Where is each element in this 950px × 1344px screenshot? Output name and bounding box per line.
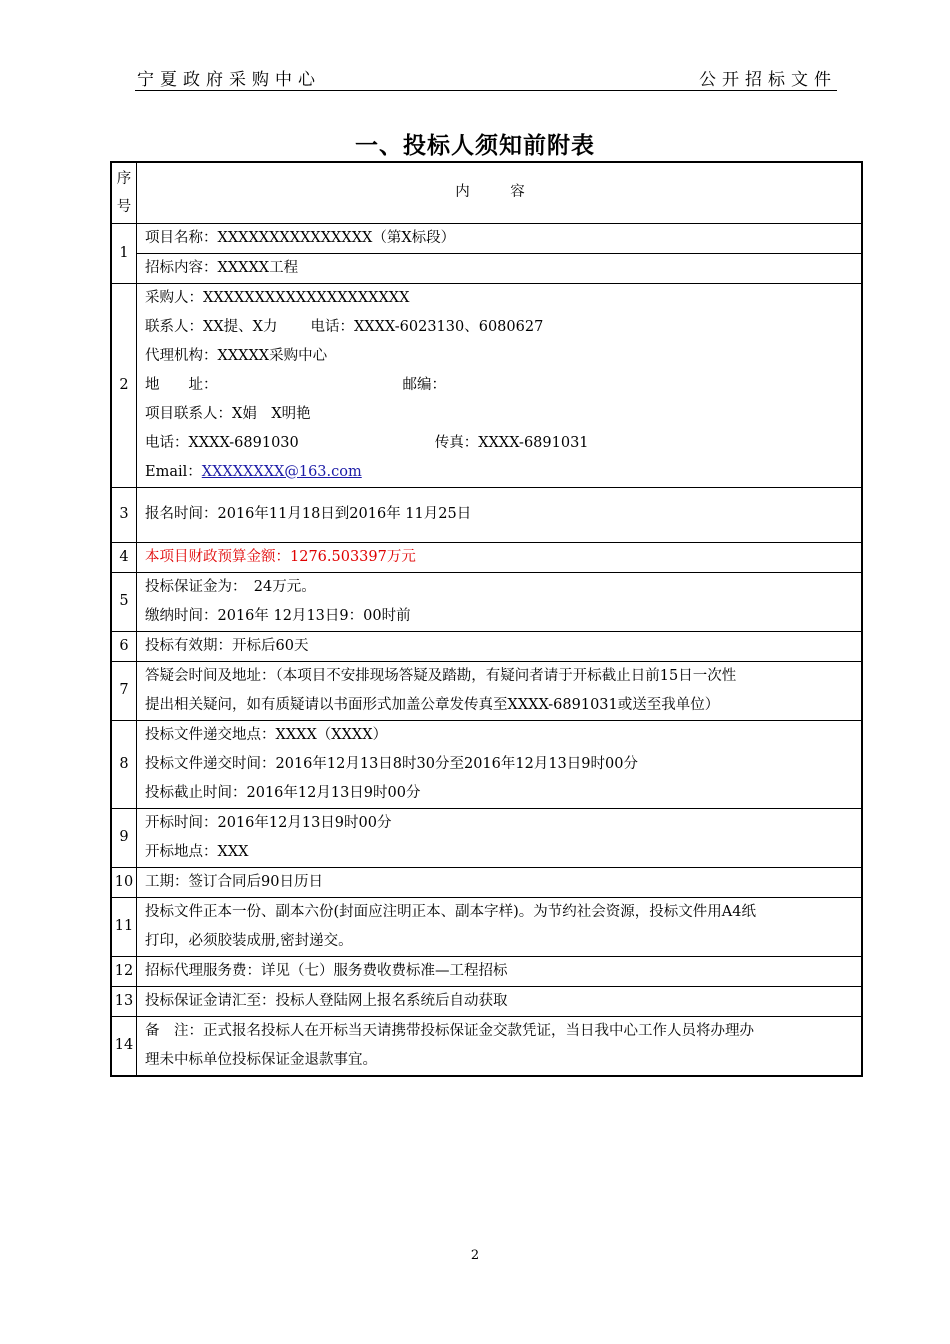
row-number: 7 <box>111 661 137 720</box>
row-content: 招标代理服务费：详见（七）服务费收费标准—工程招标 <box>137 956 863 986</box>
phone-fax-line: 电话：XXXX-6891030 传真：XXXX-6891031 <box>145 434 589 451</box>
table-row <box>111 631 862 661</box>
agency: 代理机构：XXXXX采购中心 <box>145 347 328 364</box>
row-content: 投标保证金为： 24万元。 缴纳时间：2016年 12月13日9：00时前 <box>137 572 863 631</box>
row-number: 6 <box>111 631 137 661</box>
row-content: 投标文件递交地点：XXXX（XXXX） 投标文件递交时间：2016年12月13日8时30分至2016年12月13日9时00分 投标截止时间：2016年12月13日9时00分 <box>137 720 863 808</box>
row-number: 2 <box>111 283 137 487</box>
row-content: 答疑会时间及地址：（本项目不安排现场答疑及踏勘，有疑问者请于开标截止日前15日一次性 提出相关疑问，如有质疑请以书面形式加盖公章发传真至XXXX-6891031或送至我单位） <box>137 661 863 720</box>
table-row <box>111 720 862 808</box>
row-number: 5 <box>111 572 137 631</box>
budget-amount: 本项目财政预算金额：1276.503397万元 <box>137 542 863 572</box>
table-row <box>111 956 862 986</box>
table-row <box>111 867 862 897</box>
row-number: 11 <box>111 897 137 956</box>
header-document-type: 公开招标文件 <box>699 70 837 90</box>
table-row <box>111 661 862 720</box>
row-content: 投标有效期：开标后60天 <box>137 631 863 661</box>
row-content: 开标时间：2016年12月13日9时00分 开标地点：XXX <box>137 808 863 867</box>
page-number: 2 <box>470 1248 480 1263</box>
table-row <box>111 808 862 867</box>
row-number: 1 <box>111 223 137 283</box>
email-link[interactable]: XXXXXXXX@163.com <box>201 463 362 480</box>
table-row <box>111 223 862 253</box>
table-row <box>111 986 862 1016</box>
row-number: 10 <box>111 867 137 897</box>
row-content: 投标保证金请汇至：投标人登陆网上报名系统后自动获取 <box>137 986 863 1016</box>
header-organization: 宁夏政府采购中心 <box>137 70 321 90</box>
row-number: 4 <box>111 542 137 572</box>
table-row <box>111 253 862 283</box>
page-header <box>135 62 837 91</box>
table-row <box>111 283 862 487</box>
table-row <box>111 572 862 631</box>
contact-line: 联系人：XX提、X力 电话：XXXX-6023130、6080627 <box>145 318 544 335</box>
row-number: 13 <box>111 986 137 1016</box>
table-header-row <box>111 162 862 223</box>
email-line: Email：XXXXXXXX@163.com <box>145 463 362 480</box>
row-content <box>137 283 863 487</box>
table-row <box>111 897 862 956</box>
purchaser: 采购人：XXXXXXXXXXXXXXXXXXXX <box>145 289 410 306</box>
row-content: 投标文件正本一份、副本六份(封面应注明正本、副本字样)。为节约社会资源，投标文件用A4纸 打印，必须胶装成册,密封递交。 <box>137 897 863 956</box>
project-contact: 项目联系人：X娟 X明艳 <box>145 405 311 422</box>
row-number: 8 <box>111 720 137 808</box>
row-content: 招标内容：XXXXX工程 <box>137 253 863 283</box>
row-number: 3 <box>111 487 137 542</box>
page-title: 一、投标人须知前附表 <box>355 132 595 159</box>
row-content: 备 注：正式报名投标人在开标当天请携带投标保证金交款凭证，当日我中心工作人员将办理办 理未中标单位投标保证金退款事宜。 <box>137 1016 863 1076</box>
row-number: 9 <box>111 808 137 867</box>
row-content: 项目名称：XXXXXXXXXXXXXXX（第X标段） <box>137 223 863 253</box>
bidder-instructions-table <box>110 161 863 1077</box>
row-number: 14 <box>111 1016 137 1076</box>
table-header-content: 内 容 <box>137 162 863 223</box>
table-header-number: 序 号 <box>111 162 137 223</box>
address-line: 地 址： 邮编： <box>145 376 446 393</box>
row-content: 工期：签订合同后90日历日 <box>137 867 863 897</box>
table-row <box>111 542 862 572</box>
table-row <box>111 1016 862 1076</box>
table-row <box>111 487 862 542</box>
row-number: 12 <box>111 956 137 986</box>
row-content: 报名时间：2016年11月18日到2016年 11月25日 <box>137 487 863 542</box>
